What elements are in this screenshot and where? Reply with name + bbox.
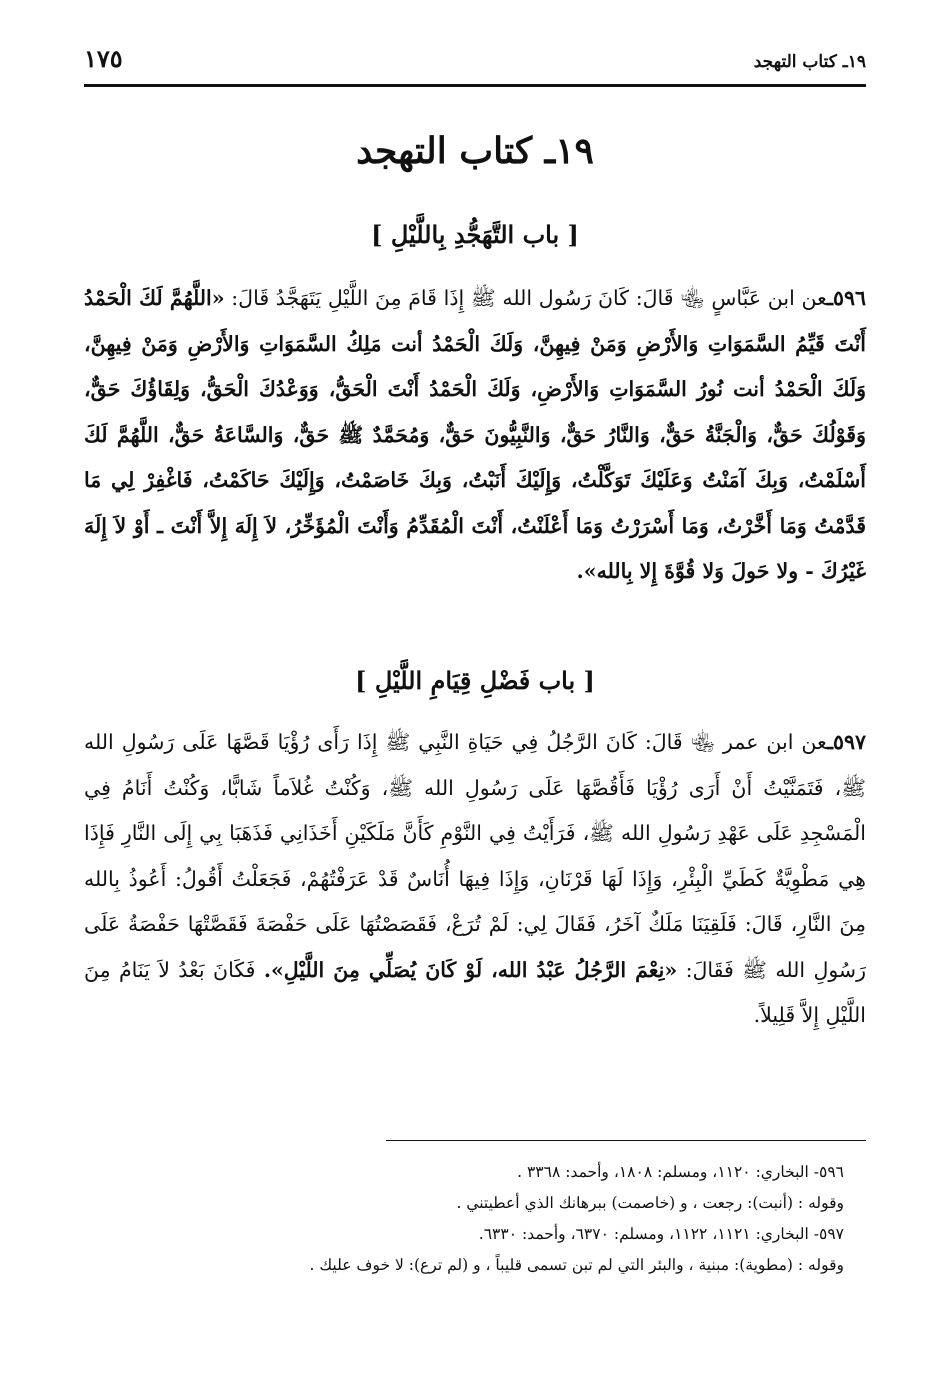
footnote-597-gloss: وقوله : (مطوية): مبنية ، والبئر التي لم تبن تسمى قليباً ، و (لم ترع): لا خوف عليك . [309, 1256, 844, 1274]
hadith-596 [84, 276, 866, 595]
footnote-rule [386, 1140, 866, 1141]
footnote-596-gloss: وقوله : (أنبت): رجعت ، و (خاصمت) ببرهانك الذي أعطيتني . [456, 1194, 844, 1212]
section-heading-night-prayer: [ باب التَّهَجُّدِ بِاللَّيْلِ ] [371, 220, 579, 249]
header-rule [84, 84, 866, 87]
hadith-outro: فَكَانَ بَعْدُ لاَ يَنَامُ مِنَ اللَّيْلِ إِلاَّ قَلِيلاً. [84, 957, 866, 1027]
hadith-597 [84, 720, 866, 1039]
footnotes [84, 1157, 866, 1281]
page-number: ١٧٥ [84, 44, 123, 73]
hadith-number: ٥٩٧ـ [826, 730, 866, 754]
footnote-596-sources: ٥٩٦- البخاري: ١١٢٠، ومسلم: ١٨٠٨، وأحمد: ٣٣٦٨ . [517, 1163, 844, 1181]
hadith-quote: «اللَّهُمَّ لَكَ الْحَمْدُ أَنْتَ قَيِّمُ السَّمَوَاتِ وَالأَرْضِ وَمَنْ فِيهِنَّ، وَلَكَ الْحَمْدُ أنت مَلِكُ السَّمَوَاتِ وَالأَرْضِ وَمَنْ فِيهِنَّ، وَلَكَ الْحَمْدُ أنت نُورُ السَّمَوَاتِ وَالأَرْضِ، وَلَكَ الْحَمْدُ أَنْتَ الْحَقُّ، وَوَعْدُكَ الْحَقُّ، وَلِقَاؤُكَ حَقٌّ، وَقَوْلُكَ حَقٌّ، وَالْجَنَّةُ حَقٌّ، وَالنَّارُ حَقٌّ، وَالنَّبِيُّونَ حَقٌّ، وَمُحَمَّدٌ ﷺ حَقٌّ، وَالسَّاعَةُ حَقٌّ، اللَّهُمَّ لَكَ أَسْلَمْتُ، وَبِكَ آمَنْتُ وَعَلَيْكَ تَوَكَّلْتُ، وَإِلَيْكَ أَنَبْتُ، وَبِكَ خَاصَمْتُ، وَإِلَيْكَ حَاكَمْتُ، فَاغْفِرْ لِي مَا قَدَّمْتُ وَمَا أَخَّرْتُ، وَمَا أَسْرَرْتُ وَمَا أَعْلَنْتُ، أَنْتَ الْمُقَدِّمُ وَأَنْتَ الْمُؤَخِّرُ، لاَ إِلَهَ إِلاَّ أَنْتَ ـ أَوْ لاَ إِلَهَ غَيْرُكَ - ولا حَولَ وَلا قُوَّةَ إِلا بِالله». [84, 286, 866, 583]
chapter-title: ١٩ـ كتاب التهجد [356, 130, 594, 172]
footnote-597-sources: ٥٩٧- البخاري: ١١٢١، ١١٢٢، ومسلم: ٦٣٧٠، وأحمد: ٦٣٣٠. [478, 1225, 844, 1243]
hadith-intro: عن ابن عمر ﵄ قَالَ: كَانَ الرَّجُلُ فِي حَيَاةِ النَّبِي ﷺ إِذَا رَأَى رُؤْيَا قَصَّهَا عَلَى رَسُولِ الله ﷺ، فَتَمَنَّيْتُ أَنْ أَرَى رُؤْيَا فَأَقُصَّهَا عَلَى رَسُولِ الله ﷺ، وَكُنْتُ غُلاَماً شَابًّا، وَكُنْتُ أَنَامُ فِي الْمَسْجِدِ عَلَى عَهْدِ رَسُولِ الله ﷺ، فَرَأَيْتُ فِي النَّوْمِ كَأَنَّ مَلَكَيْنِ أَخَذَانِي فَذَهَبَا بِي إِلَى النَّارِ فَإِذَا هِي مَطْوِيَّةٌ كَطَيِّ الْبِئْرِ، وَإِذَا لَهَا قَرْنَانِ، وَإِذَا فِيهَا أُنَاسٌ قَدْ عَرَفْتُهُمْ، فَجَعَلْتُ أَقُولُ: أَعُوذُ بِالله مِنَ النَّارِ، قَالَ: فَلَقِيَنَا مَلَكٌ آخَرُ، فَقَالَ لِي: لَمْ تُرَعْ، فَقَصَصْتُهَا عَلَى حَفْصَةَ فَقَصَّتْهَا حَفْصَةُ عَلَى رَسُولِ الله ﷺ فَقَالَ: [84, 730, 867, 982]
hadith-quote: «نِعْمَ الرَّجُلُ عَبْدُ الله، لَوْ كَانَ يُصَلِّي مِنَ اللَّيْلِ». [263, 957, 678, 982]
hadith-number: ٥٩٦ـ [826, 286, 867, 310]
hadith-intro: عن ابن عَبَّاسٍ ﵄ قَالَ: كَانَ رَسُول الله ﷺ إِذَا قَامَ مِنَ اللَّيْلِ يَتَهَجَّدُ قَالَ: [224, 286, 827, 310]
running-header [84, 42, 866, 82]
section-heading-virtue-night-prayer: [ باب فَضْلِ قِيَامِ اللَّيْلِ ] [355, 666, 595, 695]
running-title: ١٩ـ كتاب التهجد [753, 52, 866, 72]
